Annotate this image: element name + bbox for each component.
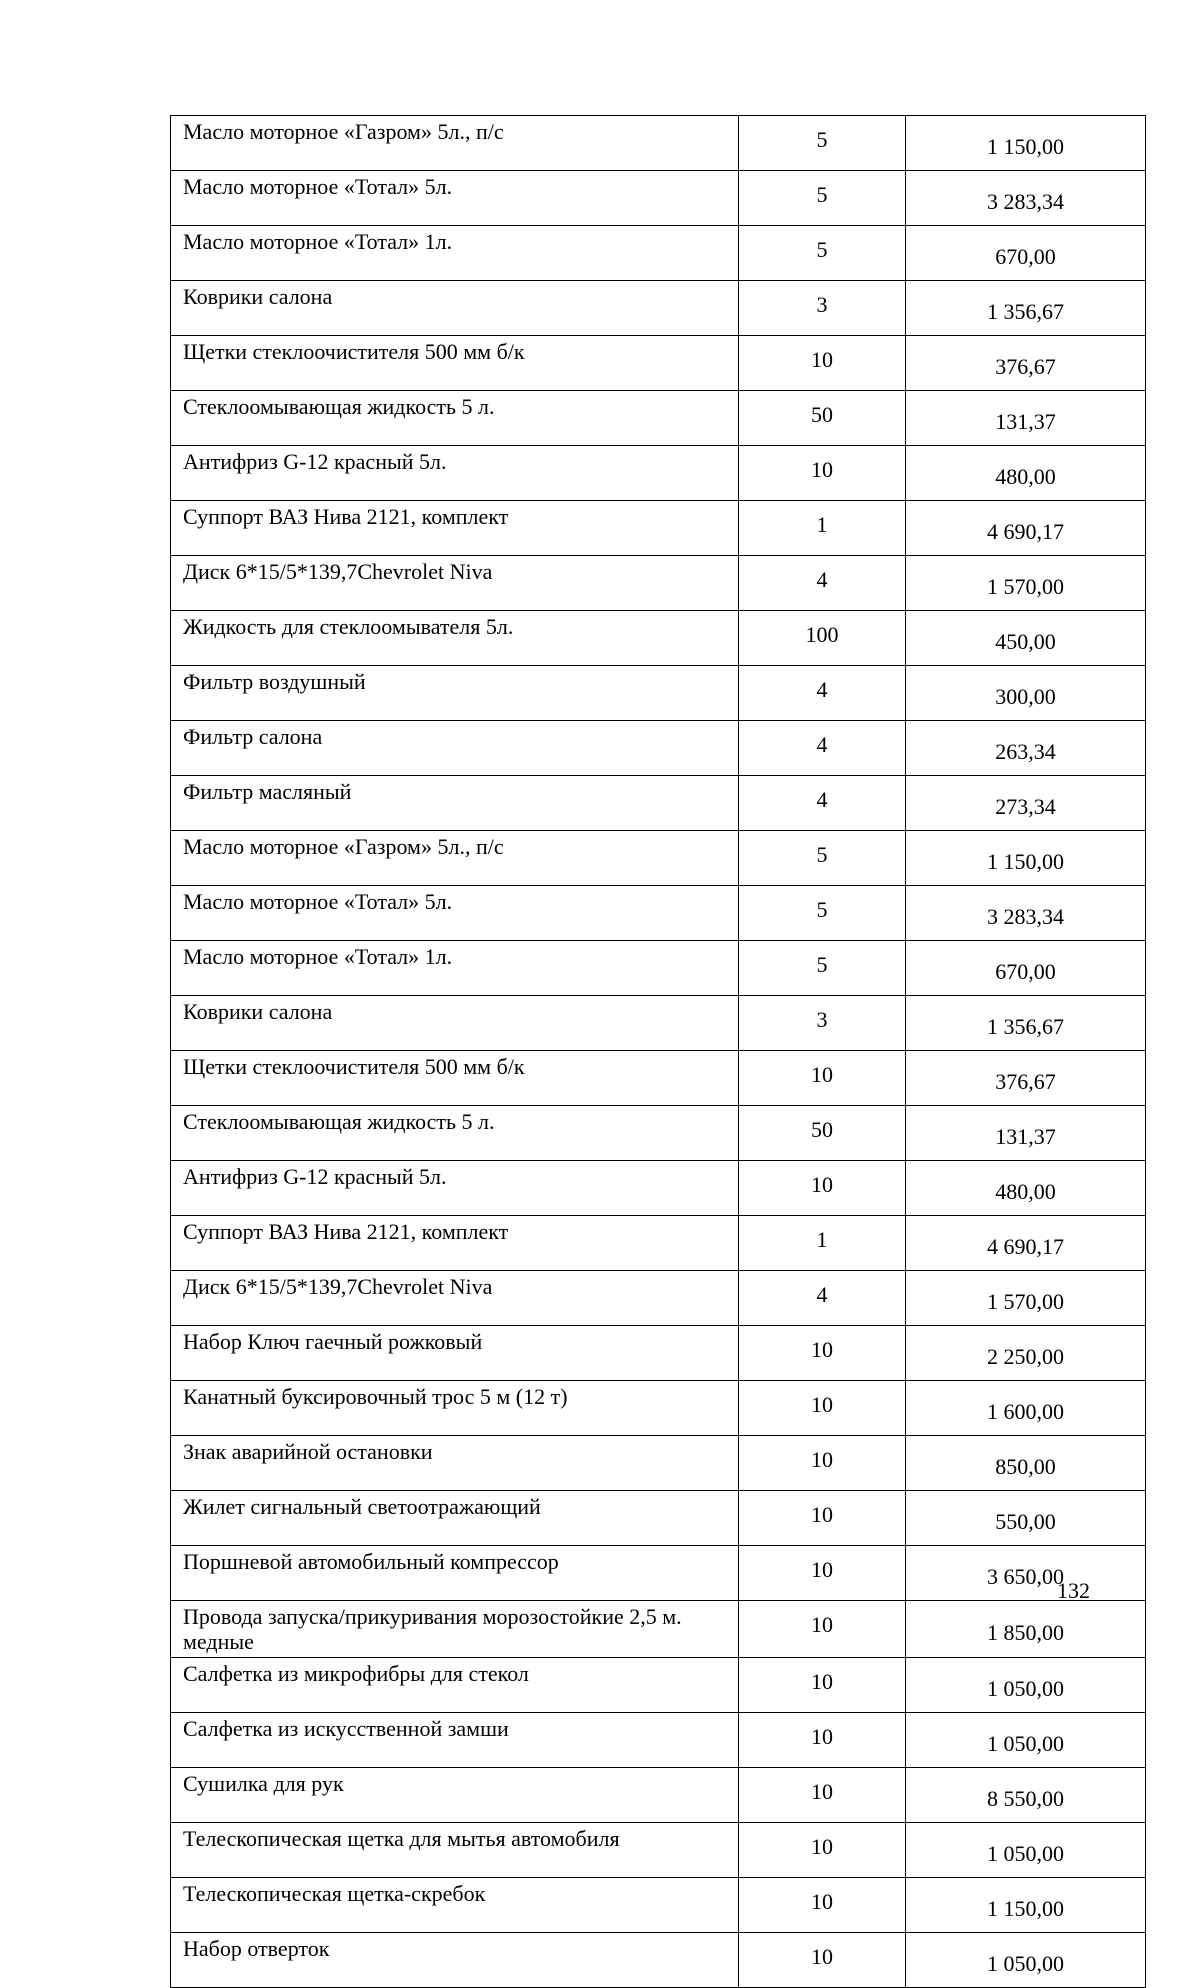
quantity-cell: 4 (739, 721, 906, 776)
price-cell: 1 150,00 (906, 1878, 1146, 1933)
price-cell: 273,34 (906, 776, 1146, 831)
table-row (171, 1878, 1146, 1933)
item-name-cell: Фильтр масляный (171, 776, 739, 831)
table-row (171, 1601, 1146, 1658)
price-cell: 8 550,00 (906, 1768, 1146, 1823)
table-row (171, 1106, 1146, 1161)
table-row (171, 171, 1146, 226)
item-name-cell: Набор Ключ гаечный рожковый (171, 1326, 739, 1381)
quantity-cell: 5 (739, 941, 906, 996)
table-row (171, 666, 1146, 721)
item-name-cell: Стеклоомывающая жидкость 5 л. (171, 1106, 739, 1161)
quantity-cell: 100 (739, 611, 906, 666)
quantity-cell: 10 (739, 446, 906, 501)
item-name-cell: Коврики салона (171, 281, 739, 336)
item-name-cell: Набор отверток (171, 1933, 739, 1988)
price-cell: 1 150,00 (906, 116, 1146, 171)
price-cell: 1 050,00 (906, 1933, 1146, 1988)
price-cell: 1 050,00 (906, 1658, 1146, 1713)
item-name-cell: Фильтр салона (171, 721, 739, 776)
price-cell: 3 283,34 (906, 171, 1146, 226)
quantity-cell: 4 (739, 556, 906, 611)
table-row (171, 1933, 1146, 1988)
table-row (171, 1713, 1146, 1768)
item-name-cell: Щетки стеклоочистителя 500 мм б/к (171, 1051, 739, 1106)
quantity-cell: 10 (739, 1878, 906, 1933)
quantity-cell: 5 (739, 886, 906, 941)
price-cell: 480,00 (906, 446, 1146, 501)
table-row (171, 776, 1146, 831)
price-cell: 376,67 (906, 1051, 1146, 1106)
quantity-cell: 1 (739, 1216, 906, 1271)
item-name-cell: Телескопическая щетка-скребок (171, 1878, 739, 1933)
table-row (171, 116, 1146, 171)
item-name-cell: Диск 6*15/5*139,7Chevrolet Niva (171, 556, 739, 611)
item-name-cell: Масло моторное «Газром» 5л., п/с (171, 116, 739, 171)
quantity-cell: 10 (739, 1491, 906, 1546)
quantity-cell: 10 (739, 1381, 906, 1436)
price-cell: 1 050,00 (906, 1823, 1146, 1878)
quantity-cell: 10 (739, 1933, 906, 1988)
quantity-cell: 5 (739, 831, 906, 886)
price-cell: 376,67 (906, 336, 1146, 391)
table-row (171, 1658, 1146, 1713)
price-cell: 850,00 (906, 1436, 1146, 1491)
table-row (171, 391, 1146, 446)
quantity-cell: 50 (739, 391, 906, 446)
price-cell: 1 356,67 (906, 281, 1146, 336)
item-name-cell: Жилет сигнальный светоотражающий (171, 1491, 739, 1546)
quantity-cell: 4 (739, 1271, 906, 1326)
quantity-cell: 5 (739, 226, 906, 281)
table-row (171, 1491, 1146, 1546)
table-row (171, 941, 1146, 996)
quantity-cell: 10 (739, 1161, 906, 1216)
price-cell: 3 283,34 (906, 886, 1146, 941)
item-name-cell: Коврики салона (171, 996, 739, 1051)
table-row (171, 556, 1146, 611)
price-cell: 1 570,00 (906, 1271, 1146, 1326)
item-name-cell: Масло моторное «Тотал» 1л. (171, 941, 739, 996)
table-row (171, 1216, 1146, 1271)
quantity-cell: 10 (739, 1823, 906, 1878)
table-row (171, 831, 1146, 886)
price-cell: 1 356,67 (906, 996, 1146, 1051)
item-name-cell: Стеклоомывающая жидкость 5 л. (171, 391, 739, 446)
price-cell: 450,00 (906, 611, 1146, 666)
table-row (171, 1768, 1146, 1823)
item-name-cell: Масло моторное «Тотал» 5л. (171, 171, 739, 226)
item-name-cell: Антифриз G-12 красный 5л. (171, 446, 739, 501)
table-row (171, 1436, 1146, 1491)
item-name-cell: Масло моторное «Тотал» 5л. (171, 886, 739, 941)
price-cell: 1 850,00 (906, 1601, 1146, 1658)
quantity-cell: 10 (739, 1601, 906, 1658)
price-cell: 2 250,00 (906, 1326, 1146, 1381)
price-cell: 670,00 (906, 226, 1146, 281)
table-row (171, 281, 1146, 336)
quantity-cell: 5 (739, 171, 906, 226)
quantity-cell: 3 (739, 281, 906, 336)
item-name-cell: Антифриз G-12 красный 5л. (171, 1161, 739, 1216)
quantity-cell: 3 (739, 996, 906, 1051)
quantity-cell: 10 (739, 336, 906, 391)
quantity-cell: 10 (739, 1658, 906, 1713)
quantity-cell: 10 (739, 1051, 906, 1106)
items-table-body (171, 116, 1146, 1988)
table-row (171, 1051, 1146, 1106)
quantity-cell: 50 (739, 1106, 906, 1161)
table-row (171, 1326, 1146, 1381)
price-cell: 131,37 (906, 1106, 1146, 1161)
item-name-cell: Салфетка из микрофибры для стекол (171, 1658, 739, 1713)
item-name-cell: Диск 6*15/5*139,7Chevrolet Niva (171, 1271, 739, 1326)
quantity-cell: 1 (739, 501, 906, 556)
table-row (171, 1381, 1146, 1436)
page-number: 132 (1057, 1578, 1090, 1603)
quantity-cell: 10 (739, 1546, 906, 1601)
item-name-cell: Щетки стеклоочистителя 500 мм б/к (171, 336, 739, 391)
item-name-cell: Сушилка для рук (171, 1768, 739, 1823)
price-cell: 550,00 (906, 1491, 1146, 1546)
price-cell: 1 050,00 (906, 1713, 1146, 1768)
item-name-cell: Провода запуска/прикуривания морозостойкие 2,5 м. медные (171, 1601, 739, 1658)
price-cell: 3 650,00 (906, 1546, 1146, 1601)
table-row (171, 996, 1146, 1051)
table-row (171, 611, 1146, 666)
item-name-cell: Суппорт ВАЗ Нива 2121, комплект (171, 1216, 739, 1271)
price-cell: 131,37 (906, 391, 1146, 446)
item-name-cell: Фильтр воздушный (171, 666, 739, 721)
price-cell: 1 600,00 (906, 1381, 1146, 1436)
item-name-cell: Масло моторное «Газром» 5л., п/с (171, 831, 739, 886)
quantity-cell: 4 (739, 666, 906, 721)
item-name-cell: Знак аварийной остановки (171, 1436, 739, 1491)
item-name-cell: Жидкость для стеклоомывателя 5л. (171, 611, 739, 666)
item-name-cell: Суппорт ВАЗ Нива 2121, комплект (171, 501, 739, 556)
table-row (171, 501, 1146, 556)
quantity-cell: 4 (739, 776, 906, 831)
item-name-cell: Канатный буксировочный трос 5 м (12 т) (171, 1381, 739, 1436)
table-row (171, 446, 1146, 501)
price-cell: 4 690,17 (906, 501, 1146, 556)
price-cell: 300,00 (906, 666, 1146, 721)
table-row (171, 721, 1146, 776)
table-row (171, 886, 1146, 941)
price-cell: 480,00 (906, 1161, 1146, 1216)
table-row (171, 336, 1146, 391)
table-row (171, 226, 1146, 281)
price-cell: 1 150,00 (906, 831, 1146, 886)
quantity-cell: 10 (739, 1326, 906, 1381)
quantity-cell: 5 (739, 116, 906, 171)
price-cell: 670,00 (906, 941, 1146, 996)
table-row (171, 1546, 1146, 1601)
price-cell: 1 570,00 (906, 556, 1146, 611)
item-name-cell: Телескопическая щетка для мытья автомобиля (171, 1823, 739, 1878)
table-row (171, 1823, 1146, 1878)
quantity-cell: 10 (739, 1436, 906, 1491)
item-name-cell: Салфетка из искусственной замши (171, 1713, 739, 1768)
item-name-cell: Поршневой автомобильный компрессор (171, 1546, 739, 1601)
quantity-cell: 10 (739, 1713, 906, 1768)
table-row (171, 1161, 1146, 1216)
quantity-cell: 10 (739, 1768, 906, 1823)
table-row (171, 1271, 1146, 1326)
price-cell: 263,34 (906, 721, 1146, 776)
items-table (170, 115, 1146, 1988)
item-name-cell: Масло моторное «Тотал» 1л. (171, 226, 739, 281)
price-cell: 4 690,17 (906, 1216, 1146, 1271)
